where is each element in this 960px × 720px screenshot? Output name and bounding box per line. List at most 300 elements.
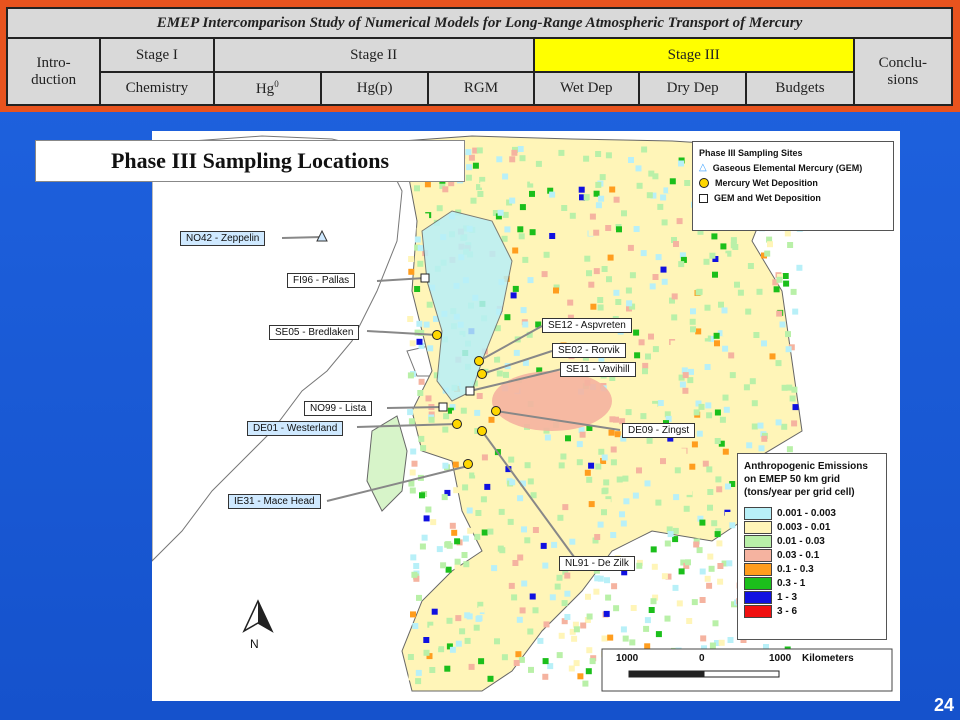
- emission-cell: [446, 567, 452, 573]
- emission-cell: [509, 583, 515, 589]
- conclu-label-2: sions: [887, 71, 919, 88]
- emission-cell: [413, 563, 419, 569]
- emission-cell: [647, 438, 653, 444]
- emission-cell: [790, 396, 796, 402]
- emission-cell: [564, 614, 570, 620]
- emission-cell: [462, 484, 468, 490]
- emission-cell: [510, 166, 516, 172]
- emission-cell: [423, 213, 429, 219]
- emission-cell: [728, 352, 734, 358]
- emission-cell: [473, 576, 479, 582]
- emission-cell: [722, 307, 728, 313]
- emission-cell: [450, 523, 456, 529]
- legend-both-row: [699, 193, 887, 203]
- emission-cell: [704, 259, 710, 265]
- emission-class-label: 0.03 - 0.1: [777, 550, 820, 561]
- sites-legend: [692, 141, 894, 231]
- emission-cell: [422, 535, 428, 541]
- wet-marker: [453, 420, 462, 429]
- emission-cell: [690, 319, 696, 325]
- emission-cell: [569, 539, 575, 545]
- emissions-title-3: (tons/year per grid cell): [744, 487, 855, 498]
- emission-cell: [713, 620, 719, 626]
- emission-cell: [724, 407, 730, 413]
- tab-introduction[interactable]: [7, 38, 100, 105]
- emission-cell: [594, 268, 600, 274]
- emission-cell: [465, 638, 471, 644]
- study-title: EMEP Intercomparison Study of Numerical Models for Long-Range Atmospheric Transport of Mercury: [7, 8, 952, 38]
- emission-cell: [610, 532, 616, 538]
- tab-hgp[interactable]: Hg(p): [321, 72, 428, 105]
- emission-cell: [543, 242, 549, 248]
- emission-cell: [512, 560, 518, 566]
- emission-cell: [613, 605, 619, 611]
- wet-marker: [492, 407, 501, 416]
- legend-both-label: GEM and Wet Deposition: [714, 193, 821, 203]
- emission-cell: [777, 277, 783, 283]
- emission-cell: [774, 286, 780, 292]
- emission-cell: [502, 654, 508, 660]
- emission-cell: [440, 562, 446, 568]
- emission-cell: [478, 658, 484, 664]
- emission-cell: [576, 295, 582, 301]
- emission-cell: [693, 542, 699, 548]
- emission-cell: [414, 286, 420, 292]
- emission-class-row: [744, 549, 880, 562]
- emission-cell: [564, 573, 570, 579]
- emission-cell: [509, 479, 515, 485]
- tab-wet-dep[interactable]: Wet Dep: [534, 72, 639, 105]
- emission-cell: [613, 290, 619, 296]
- phase-title: Phase III Sampling Locations: [35, 140, 465, 182]
- emission-cell: [504, 226, 510, 232]
- emission-cell: [753, 332, 759, 338]
- emission-cell: [455, 564, 461, 570]
- emission-cell: [450, 647, 456, 653]
- emission-cell: [455, 559, 461, 565]
- emission-cell: [699, 404, 705, 410]
- emission-cell: [634, 352, 640, 358]
- emission-cell: [498, 210, 504, 216]
- emission-cell: [530, 229, 536, 235]
- emission-cell: [729, 522, 735, 528]
- emission-cell: [758, 423, 764, 429]
- legend-gem-row: [699, 162, 887, 173]
- central-europe-zone: [492, 371, 612, 431]
- tab-budgets[interactable]: Budgets: [746, 72, 853, 105]
- emission-cell: [715, 410, 721, 416]
- emission-cell: [555, 584, 561, 590]
- emission-cell: [565, 435, 571, 441]
- emission-cell: [538, 447, 544, 453]
- emission-cell: [593, 589, 599, 595]
- emission-cell: [656, 473, 662, 479]
- emission-cell: [679, 568, 685, 574]
- site-label-se11: SE11 - Vavihill: [560, 362, 636, 377]
- emission-cell: [744, 384, 750, 390]
- emissions-classes: [738, 507, 886, 618]
- emission-cell: [416, 670, 422, 676]
- emission-cell: [609, 430, 615, 436]
- emission-cell: [648, 171, 654, 177]
- emission-cell: [561, 205, 567, 211]
- emission-cell: [673, 241, 679, 247]
- emission-cell: [474, 625, 480, 631]
- emission-cell: [419, 379, 425, 385]
- emission-cell: [409, 674, 415, 680]
- emission-cell: [469, 664, 475, 670]
- emission-cell: [511, 150, 517, 156]
- emission-cell: [642, 368, 648, 374]
- emission-cell: [438, 621, 444, 627]
- scale-bar: [629, 671, 779, 677]
- emission-cell: [650, 283, 656, 289]
- emission-cell: [702, 332, 708, 338]
- emission-cell: [480, 623, 486, 629]
- emission-cell: [584, 256, 590, 262]
- emission-cell: [710, 643, 716, 649]
- emission-cell: [528, 478, 534, 484]
- tab-stage-2[interactable]: Stage II: [214, 38, 534, 72]
- emission-cell: [475, 510, 481, 516]
- emission-cell: [562, 504, 568, 510]
- emission-cell: [454, 632, 460, 638]
- emission-cell: [662, 219, 668, 225]
- emission-cell: [504, 314, 510, 320]
- emission-cell: [660, 458, 666, 464]
- emission-cell: [496, 156, 502, 162]
- emission-cell: [792, 309, 798, 315]
- emission-cell: [521, 581, 527, 587]
- emission-cell: [602, 266, 608, 272]
- emission-cell: [597, 297, 603, 303]
- emission-cell: [464, 612, 470, 618]
- emission-cell: [474, 534, 480, 540]
- tab-rgm[interactable]: RGM: [428, 72, 533, 105]
- emission-cell: [786, 346, 792, 352]
- emission-cell: [463, 561, 469, 567]
- emission-cell: [604, 577, 610, 583]
- gem-wet-marker: [466, 387, 474, 395]
- emission-cell: [574, 531, 580, 537]
- emission-cell: [544, 621, 550, 627]
- emission-cell: [717, 563, 723, 569]
- emission-cell: [621, 210, 627, 216]
- emission-cell: [786, 385, 792, 391]
- emission-cell: [560, 454, 566, 460]
- emission-cell: [720, 243, 726, 249]
- emission-cell: [521, 526, 527, 532]
- emission-cell: [424, 650, 430, 656]
- emission-cell: [586, 270, 592, 276]
- tab-hg0[interactable]: [214, 72, 321, 105]
- emission-cell: [622, 476, 628, 482]
- emission-cell: [559, 633, 565, 639]
- emission-cell: [529, 191, 535, 197]
- emission-class-swatch: [744, 507, 772, 520]
- emission-cell: [764, 251, 770, 257]
- emission-cell: [619, 511, 625, 517]
- emission-cell: [684, 180, 690, 186]
- emission-cell: [648, 334, 654, 340]
- emission-cell: [452, 410, 458, 416]
- emission-cell: [442, 186, 448, 192]
- emission-cell: [559, 245, 565, 251]
- emission-cell: [617, 477, 623, 483]
- emission-cell: [720, 417, 726, 423]
- emission-cell: [574, 660, 580, 666]
- emission-cell: [577, 459, 583, 465]
- emission-cell: [528, 667, 534, 673]
- emission-cell: [616, 226, 622, 232]
- emission-cell: [601, 509, 607, 515]
- emission-cell: [721, 253, 727, 259]
- emission-cell: [467, 528, 473, 534]
- emission-cell: [711, 520, 717, 526]
- emission-cell: [672, 293, 678, 299]
- tab-stage-3[interactable]: Stage III: [534, 38, 854, 72]
- emission-cell: [621, 521, 627, 527]
- emission-cell: [640, 413, 646, 419]
- emission-cell: [586, 477, 592, 483]
- emission-cell: [680, 457, 686, 463]
- emission-cell: [410, 449, 416, 455]
- emission-cell: [688, 369, 694, 375]
- emission-cell: [761, 340, 767, 346]
- emission-cell: [662, 573, 668, 579]
- emission-cell: [588, 463, 594, 469]
- emission-cell: [671, 314, 677, 320]
- emission-cell: [553, 288, 559, 294]
- emission-cell: [522, 322, 528, 328]
- site-label-fi96: FI96 - Pallas: [287, 273, 355, 288]
- emission-cell: [469, 155, 475, 161]
- emission-cell: [644, 643, 650, 649]
- emission-cell: [629, 639, 635, 645]
- emission-cell: [530, 594, 536, 600]
- emission-cell: [519, 657, 525, 663]
- emission-cell: [465, 149, 471, 155]
- emission-cell: [410, 488, 416, 494]
- emission-cell: [621, 533, 627, 539]
- emission-cell: [725, 484, 731, 490]
- emission-cell: [623, 636, 629, 642]
- emission-cell: [514, 660, 520, 666]
- emission-cell: [711, 233, 717, 239]
- emission-cell: [707, 505, 713, 511]
- emission-cell: [641, 250, 647, 256]
- emission-cell: [425, 181, 431, 187]
- emission-cell: [501, 536, 507, 542]
- intro-label-2: duction: [31, 71, 77, 88]
- wet-marker: [475, 357, 484, 366]
- emission-cell: [680, 382, 686, 388]
- emission-cell: [732, 244, 738, 250]
- emission-cell: [497, 371, 503, 377]
- emission-cell: [414, 185, 420, 191]
- emission-cell: [580, 432, 586, 438]
- emission-cell: [533, 607, 539, 613]
- emission-cell: [677, 600, 683, 606]
- emission-cell: [720, 337, 726, 343]
- wet-marker: [478, 427, 487, 436]
- emission-cell: [459, 587, 465, 593]
- dot-circle-icon: [699, 178, 709, 188]
- emission-cell: [456, 641, 462, 647]
- tab-conclusions[interactable]: [854, 38, 952, 105]
- tab-dry-dep[interactable]: Dry Dep: [639, 72, 746, 105]
- emission-cell: [634, 226, 640, 232]
- emission-cell: [426, 395, 432, 401]
- emission-cell: [793, 404, 799, 410]
- emission-cell: [791, 289, 797, 295]
- emission-cell: [621, 626, 627, 632]
- emission-cell: [697, 431, 703, 437]
- emission-cell: [524, 537, 530, 543]
- triangle-icon: △: [699, 162, 707, 173]
- emission-cell: [568, 514, 574, 520]
- emission-cell: [409, 418, 415, 424]
- emission-cell: [442, 427, 448, 433]
- emission-cell: [678, 261, 684, 267]
- emission-cell: [608, 255, 614, 261]
- emission-cell: [407, 409, 413, 415]
- emission-cell: [690, 308, 696, 314]
- emission-cell: [657, 204, 663, 210]
- emission-cell: [686, 489, 692, 495]
- site-label-se02: SE02 - Rorvik: [552, 343, 626, 358]
- emission-cell: [611, 459, 617, 465]
- emission-cell: [665, 541, 671, 547]
- emission-cell: [567, 300, 573, 306]
- emission-cell: [757, 289, 763, 295]
- emission-cell: [685, 559, 691, 565]
- emission-cell: [722, 346, 728, 352]
- emission-cell: [412, 461, 418, 467]
- emission-cell: [536, 161, 542, 167]
- emission-cell: [489, 417, 495, 423]
- emission-cell: [637, 183, 643, 189]
- emission-cell: [473, 163, 479, 169]
- emission-cell: [725, 512, 731, 518]
- emission-cell: [590, 214, 596, 220]
- emission-cell: [571, 636, 577, 642]
- emission-cell: [712, 388, 718, 394]
- emission-cell: [415, 237, 421, 243]
- emission-cell: [600, 174, 606, 180]
- emission-cell: [791, 387, 797, 393]
- emission-cell: [796, 265, 802, 271]
- emission-cell: [605, 499, 611, 505]
- emission-cell: [474, 469, 480, 475]
- emission-cell: [745, 309, 751, 315]
- emission-cell: [709, 566, 715, 572]
- emission-cell: [418, 245, 424, 251]
- emission-class-label: 0.01 - 0.03: [777, 536, 825, 547]
- emission-cell: [569, 666, 575, 672]
- emission-cell: [645, 480, 651, 486]
- emission-cell: [639, 339, 645, 345]
- emission-cell: [673, 494, 679, 500]
- emission-class-row: [744, 577, 880, 590]
- hg0-sup: 0: [274, 79, 279, 89]
- emission-cell: [540, 203, 546, 209]
- emission-cell: [591, 435, 597, 441]
- emission-class-row: [744, 591, 880, 604]
- emission-cell: [603, 479, 609, 485]
- emission-cell: [466, 164, 472, 170]
- emission-cell: [683, 372, 689, 378]
- emission-cell: [454, 538, 460, 544]
- emission-cell: [609, 187, 615, 193]
- emission-cell: [498, 546, 504, 552]
- emission-cell: [518, 213, 524, 219]
- emission-cell: [470, 591, 476, 597]
- emission-cell: [680, 448, 686, 454]
- emission-class-swatch: [744, 521, 772, 534]
- emission-cell: [690, 326, 696, 332]
- emission-cell: [542, 173, 548, 179]
- emission-class-swatch: [744, 577, 772, 590]
- emission-cell: [462, 552, 468, 558]
- emission-cell: [668, 531, 674, 537]
- emission-cell: [734, 282, 740, 288]
- emission-cell: [499, 509, 505, 515]
- emission-cell: [628, 157, 634, 163]
- emission-cell: [700, 569, 706, 575]
- emission-cell: [626, 512, 632, 518]
- emission-cell: [488, 676, 494, 682]
- emission-cell: [596, 202, 602, 208]
- emission-cell: [424, 515, 430, 521]
- emission-cell: [425, 507, 431, 513]
- emission-cell: [611, 583, 617, 589]
- emission-cell: [415, 678, 421, 684]
- tab-stage-1[interactable]: Stage I: [100, 38, 213, 72]
- emission-cell: [541, 543, 547, 549]
- emission-cell: [562, 292, 568, 298]
- emission-cell: [420, 445, 426, 451]
- emission-cell: [598, 305, 604, 311]
- emission-class-label: 0.003 - 0.01: [777, 522, 831, 533]
- emission-cell: [442, 463, 448, 469]
- emission-class-label: 3 - 6: [777, 606, 798, 617]
- tab-chemistry[interactable]: Chemistry: [100, 72, 213, 105]
- emission-class-swatch: [744, 591, 772, 604]
- legend-gem-label: Gaseous Elemental Mercury (GEM): [712, 162, 863, 173]
- gem-wet-marker: [421, 274, 429, 282]
- emission-cell: [718, 302, 724, 308]
- emission-cell: [557, 652, 563, 658]
- emission-cell: [781, 424, 787, 430]
- emission-cell: [716, 486, 722, 492]
- emission-cell: [726, 361, 732, 367]
- emission-cell: [675, 485, 681, 491]
- emission-cell: [417, 390, 423, 396]
- emission-cell: [675, 467, 681, 473]
- emission-cell: [678, 161, 684, 167]
- emission-cell: [692, 441, 698, 447]
- emission-cell: [696, 392, 702, 398]
- emission-cell: [686, 618, 692, 624]
- emission-cell: [474, 410, 480, 416]
- emission-cell: [494, 558, 500, 564]
- emission-cell: [410, 470, 416, 476]
- emission-cell: [615, 299, 621, 305]
- emission-cell: [482, 530, 488, 536]
- emission-cell: [579, 187, 585, 193]
- emission-cell: [787, 242, 793, 248]
